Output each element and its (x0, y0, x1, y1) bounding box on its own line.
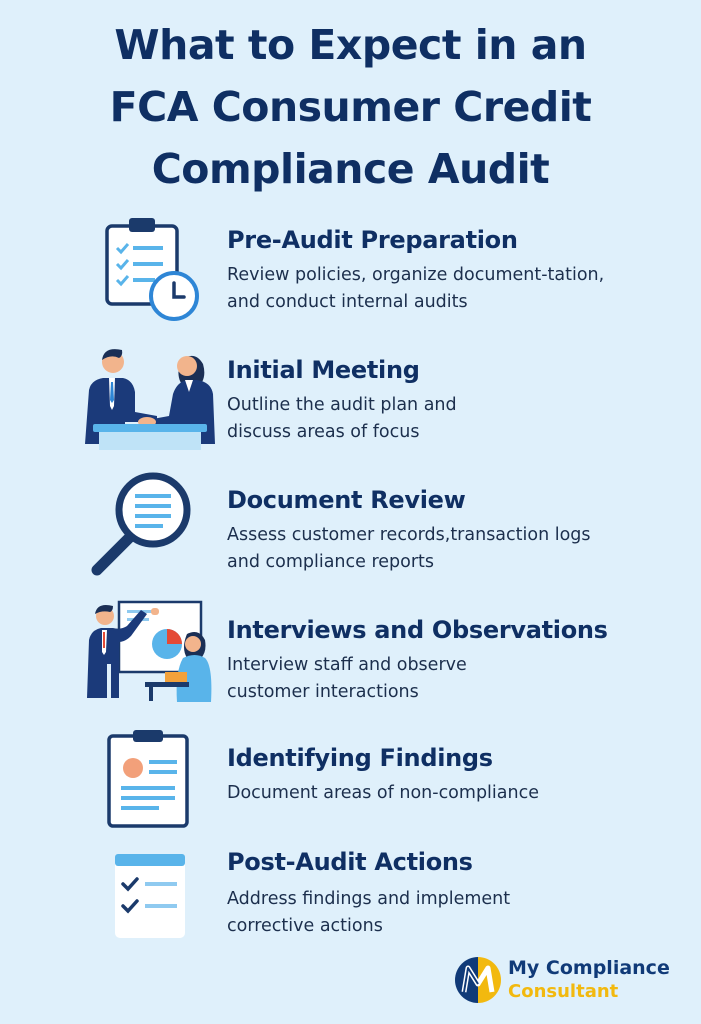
logo-text-line-2: Consultant (508, 981, 619, 1002)
step-heading: Pre-Audit Preparation (227, 226, 518, 254)
logo-text-line-1: My Compliance (508, 957, 670, 979)
step-document-review (0, 470, 701, 590)
step-initial-meeting (0, 340, 701, 460)
title-line-3: Compliance Audit (151, 145, 550, 193)
presentation-board-icon (75, 600, 225, 720)
step-description: Assess customer records,transaction logs and compliance reports (227, 525, 591, 572)
page-title (0, 14, 701, 200)
step-description: Interview staff and observe customer interactions (227, 655, 467, 702)
step-description: Outline the audit plan and discuss areas of focus (227, 395, 457, 442)
magnifier-document-icon (75, 470, 225, 590)
step-pre-audit-preparation (0, 210, 701, 330)
step-post-audit-actions (0, 838, 701, 958)
step-heading: Interviews and Observations (227, 616, 608, 644)
title-line-1: What to Expect in an (114, 21, 587, 69)
step-description: Document areas of non-compliance (227, 783, 539, 803)
title-line-2: FCA Consumer Credit (109, 83, 592, 131)
step-heading: Post-Audit Actions (227, 848, 473, 876)
mc-logo-icon (452, 954, 504, 1006)
step-heading: Initial Meeting (227, 356, 420, 384)
report-clipboard-icon (75, 728, 225, 848)
clipboard-clock-icon (75, 210, 225, 330)
brand-logo (452, 952, 697, 1012)
step-interviews-observations (0, 600, 701, 720)
handshake-meeting-icon (75, 340, 225, 460)
step-identifying-findings (0, 728, 701, 848)
step-heading: Document Review (227, 486, 466, 514)
checklist-icon (75, 838, 225, 958)
step-description: Review policies, organize document-tation, and conduct internal audits (227, 265, 605, 312)
step-heading: Identifying Findings (227, 744, 493, 772)
step-description: Address findings and implement corrective actions (227, 889, 511, 936)
